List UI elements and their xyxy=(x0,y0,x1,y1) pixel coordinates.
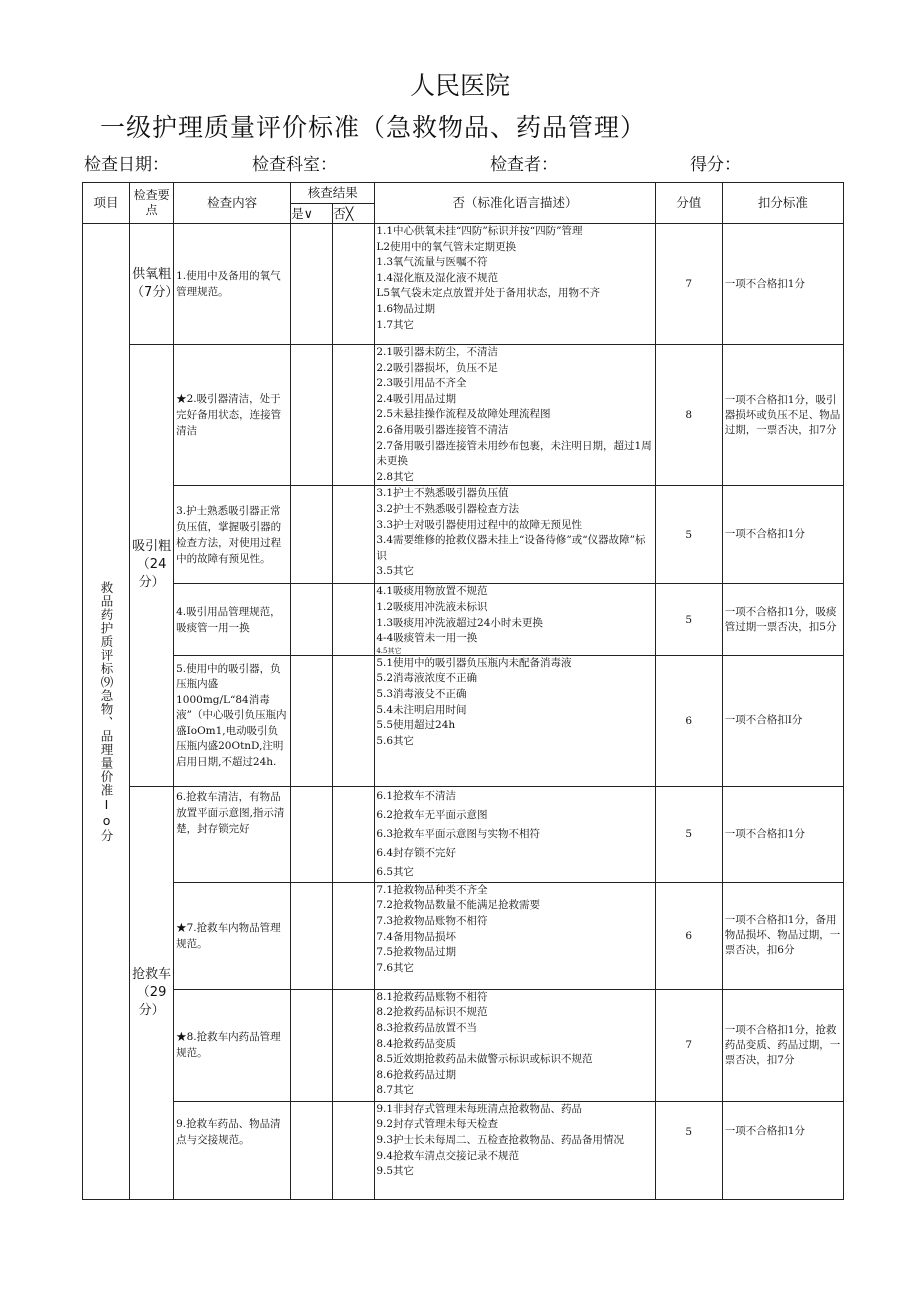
list-item: 7.4备用物品损坏 xyxy=(376,930,457,943)
no-desc-cell xyxy=(375,882,655,989)
no-cell xyxy=(333,224,375,345)
deduct-standard: 一项不合格扣1分 xyxy=(722,486,843,584)
list-item: 8.7其它 xyxy=(376,1084,415,1097)
list-item: 8.1抢救药品账物不相符 xyxy=(376,990,488,1003)
table-row xyxy=(83,224,844,345)
deduct-standard: 一项不合格扣1分 xyxy=(722,786,843,882)
no-cell xyxy=(333,584,375,655)
table-row xyxy=(83,655,844,786)
list-item: 2.1吸引器未防尘，不清洁 xyxy=(376,346,499,358)
list-item: 7.1抢救物品种类不齐全 xyxy=(376,883,488,896)
check-content: ★7.抢救车内物品管理规范。 xyxy=(174,882,291,989)
list-item: 5.1使用中的吸引器负压瓶内未配备消毒液 xyxy=(376,656,572,669)
no-cell xyxy=(333,1101,375,1199)
list-item: 8.5近效期抢救药品未做警示标识或标识不规范 xyxy=(376,1053,593,1066)
score-value: 6 xyxy=(655,655,722,786)
list-item: 5.5使用超过24h xyxy=(376,719,456,732)
no-desc-cell xyxy=(375,224,655,345)
score-label: 得分： xyxy=(690,155,741,175)
header-no: 否╳ xyxy=(333,204,375,224)
document-title: 一级护理质量评价标准（急救物品、药品管理） xyxy=(100,113,647,142)
list-item: 1.3吸痰用冲洗液超过24小时未更换 xyxy=(376,616,543,629)
list-item: 1.4湿化瓶及湿化液不规范 xyxy=(376,271,499,284)
yes-cell xyxy=(291,224,333,345)
check-content: ★2.吸引器清洁，处于完好备用状态，连接管清洁 xyxy=(174,345,291,486)
yes-cell xyxy=(291,584,333,655)
no-desc-cell xyxy=(375,786,655,882)
table-row xyxy=(83,989,844,1101)
list-item: 2.5未悬挂操作流程及故障处理流程图 xyxy=(376,408,551,421)
no-cell xyxy=(333,989,375,1101)
header-no-desc: 否（标准化语言描述） xyxy=(375,183,655,224)
score-value: 7 xyxy=(655,224,722,345)
list-item: 8.2抢救药品标识不规范 xyxy=(376,1006,488,1019)
list-item: 9.5其它 xyxy=(376,1165,415,1178)
list-item: 1.2吸痰用冲洗液未标识 xyxy=(376,600,488,613)
list-item: 6.4封存锁不完好 xyxy=(376,846,457,859)
header-deduct: 扣分标准 xyxy=(722,183,843,224)
yes-cell xyxy=(291,989,333,1101)
list-item: 5.6其它 xyxy=(376,734,415,747)
table-row xyxy=(83,584,844,655)
no-desc-cell xyxy=(375,989,655,1101)
deduct-standard: 一项不合格扣1分，吸痰管过期一票否决，扣5分 xyxy=(722,584,843,655)
list-item: 3.2护士不熟悉吸引器检查方法 xyxy=(376,502,520,515)
score-value: 7 xyxy=(655,989,722,1101)
deduct-standard: 一项不合格扣1分，备用物品损坏、物品过期，一票否决，扣6分 xyxy=(722,882,843,989)
list-item: 6.2抢救车无平面示意图 xyxy=(376,808,488,821)
list-item: 9.3护士长未每周二、五检查抢救物品、药品备用情况 xyxy=(376,1133,625,1146)
list-item: 3.3护士对吸引器使用过程中的故障无预见性 xyxy=(376,518,583,531)
list-item: 7.5抢救物品过期 xyxy=(376,946,457,959)
list-item: 3.1护士不熟悉吸引器负压值 xyxy=(376,487,509,500)
group-suction: 吸引粗（24分） xyxy=(130,345,174,787)
check-content: ★8.抢救车内药品管理规范。 xyxy=(174,989,291,1101)
header-yes: 是∨ xyxy=(291,204,333,224)
yes-cell xyxy=(291,786,333,882)
group-cart: 抢救车（29分） xyxy=(130,786,174,1199)
list-item: 6.3抢救车平面示意图与实物不相符 xyxy=(376,827,541,840)
yes-cell xyxy=(291,655,333,786)
list-item: 1.7其它 xyxy=(376,318,415,331)
table-row xyxy=(83,345,844,486)
no-cell xyxy=(333,882,375,989)
list-item: 6.5其它 xyxy=(376,865,415,878)
deduct-standard: 一项不合格扣1分，抢救药品变质、药品过期，一票否决，扣7分 xyxy=(722,989,843,1101)
score-value: 6 xyxy=(655,882,722,989)
table-row xyxy=(83,486,844,584)
deduct-standard: 一项不合格扣I分 xyxy=(722,655,843,786)
check-content: 5.使用中的吸引器，负压瓶内盛1000mg/L“84消毒液”（中心吸引负压瓶内盛IoOm1,电动吸引负压瓶内盛20OtnD,注明启用日期,不超过24h. xyxy=(174,655,291,786)
list-item: 5.2消毒液浓度不正确 xyxy=(376,672,478,685)
no-desc-cell xyxy=(375,345,655,486)
no-desc-cell xyxy=(375,486,655,584)
list-item: 6.1抢救车不清洁 xyxy=(376,789,457,802)
no-desc-cell xyxy=(375,1101,655,1199)
header-result: 核查结果 xyxy=(291,183,375,204)
checker-label: 检查者： xyxy=(490,155,558,175)
list-item: 7.2抢救物品数量不能满足抢救需要 xyxy=(376,899,541,912)
list-item: 1.1中心供氧未挂“四防”标识并按“四防”管理 xyxy=(376,225,583,237)
list-item: 9.2封存式管理未每天检查 xyxy=(376,1118,499,1131)
list-item: 2.2吸引器损坏，负压不足 xyxy=(376,361,499,374)
list-item: 1.3氧气流量与医嘱不符 xyxy=(376,256,488,269)
yes-cell xyxy=(291,345,333,486)
list-item: 8.3抢救药品放置不当 xyxy=(376,1021,478,1034)
group-oxygen: 供氧粗（7分） xyxy=(130,224,174,345)
hospital-name: 人民医院 xyxy=(409,71,510,100)
no-desc-cell xyxy=(375,584,655,655)
check-content: 4.吸引用品管理规范，吸痰管一用一换 xyxy=(174,584,291,655)
list-item: 2.7备用吸引器连接管未用纱布包裹，未注明日期，超过1周未更换 xyxy=(376,439,652,468)
check-date-label: 检查日期： xyxy=(84,155,169,175)
deduct-standard: 一项不合格扣1分，吸引器损坏或负压不足、物品过期，一票否决，扣7分 xyxy=(722,345,843,486)
list-item: 4.1吸痰用物放置不规范 xyxy=(376,585,488,598)
list-item: 4-4吸痰管未一用一换 xyxy=(376,632,478,645)
list-item: 5.3消毒液殳不正确 xyxy=(376,687,467,700)
deduct-standard: 一项不合格扣1分 xyxy=(722,1101,843,1199)
header-value: 分值 xyxy=(655,183,722,224)
list-item: 7.6其它 xyxy=(376,961,415,974)
list-item: 2.3吸引用品不齐全 xyxy=(376,377,467,390)
list-item: 4.5其它 xyxy=(376,646,402,655)
list-item: 2.6备用吸引器连接管不清洁 xyxy=(376,423,509,436)
check-content: 6.抢救车清洁，有物品放置平面示意图,指示清楚，封存锁完好 xyxy=(174,786,291,882)
check-dept-label: 检查科室： xyxy=(252,155,337,175)
header-project: 项目 xyxy=(83,183,130,224)
list-item: 1.6物品过期 xyxy=(376,302,436,315)
project-cell xyxy=(83,224,130,1200)
list-item: 8.6抢救药品过期 xyxy=(376,1068,457,1081)
check-content: 3.护士熟悉吸引器正常负压值，掌握吸引器的检查方法，对使用过程中的故障有预见性。 xyxy=(174,486,291,584)
list-item: 7.3抢救物品账物不相符 xyxy=(376,914,488,927)
list-item: L5氧气袋未定点放置并处于备用状态，用物不齐 xyxy=(376,287,600,300)
list-item: 2.8其它 xyxy=(376,470,415,483)
list-item: 2.4吸引用品过期 xyxy=(376,392,457,405)
yes-cell xyxy=(291,882,333,989)
list-item: 9.4抢救车清点交接记录不规范 xyxy=(376,1149,520,1162)
list-item: 9.1非封存式管理未每班清点抢救物品、药品 xyxy=(376,1102,583,1115)
table-row xyxy=(83,786,844,882)
header-point: 检查要点 xyxy=(130,183,174,224)
score-value: 8 xyxy=(655,345,722,486)
yes-cell xyxy=(291,486,333,584)
score-value: 5 xyxy=(655,584,722,655)
evaluation-table xyxy=(82,182,844,1200)
table-row xyxy=(83,1101,844,1199)
deduct-standard: 一项不合格扣1分 xyxy=(722,224,843,345)
no-desc-cell xyxy=(375,655,655,786)
list-item: L2使用中的氧气管未定期更换 xyxy=(376,240,516,253)
check-content: 9.抢救车药品、物品清点与交接规范。 xyxy=(174,1101,291,1199)
yes-cell xyxy=(291,1101,333,1199)
list-item: 3.4需要维修的抢救仪器未挂上“设备待修”或“仪器故障”标识 xyxy=(376,534,646,562)
table-row xyxy=(83,882,844,989)
no-cell xyxy=(333,786,375,882)
no-cell xyxy=(333,655,375,786)
header-content: 检查内容 xyxy=(174,183,291,224)
no-cell xyxy=(333,345,375,486)
check-content: 1.使用中及备用的氧气管理规范。 xyxy=(174,224,291,345)
list-item: 3.5其它 xyxy=(376,565,415,578)
list-item: 8.4抢救药品变质 xyxy=(376,1037,457,1050)
project-label: 救品药护质评标⑼急物、品理量价准Io分 xyxy=(99,580,115,843)
score-value: 5 xyxy=(655,786,722,882)
score-value: 5 xyxy=(655,486,722,584)
no-cell xyxy=(333,486,375,584)
score-value: 5 xyxy=(655,1101,722,1199)
list-item: 5.4未注明启用时间 xyxy=(376,703,467,716)
